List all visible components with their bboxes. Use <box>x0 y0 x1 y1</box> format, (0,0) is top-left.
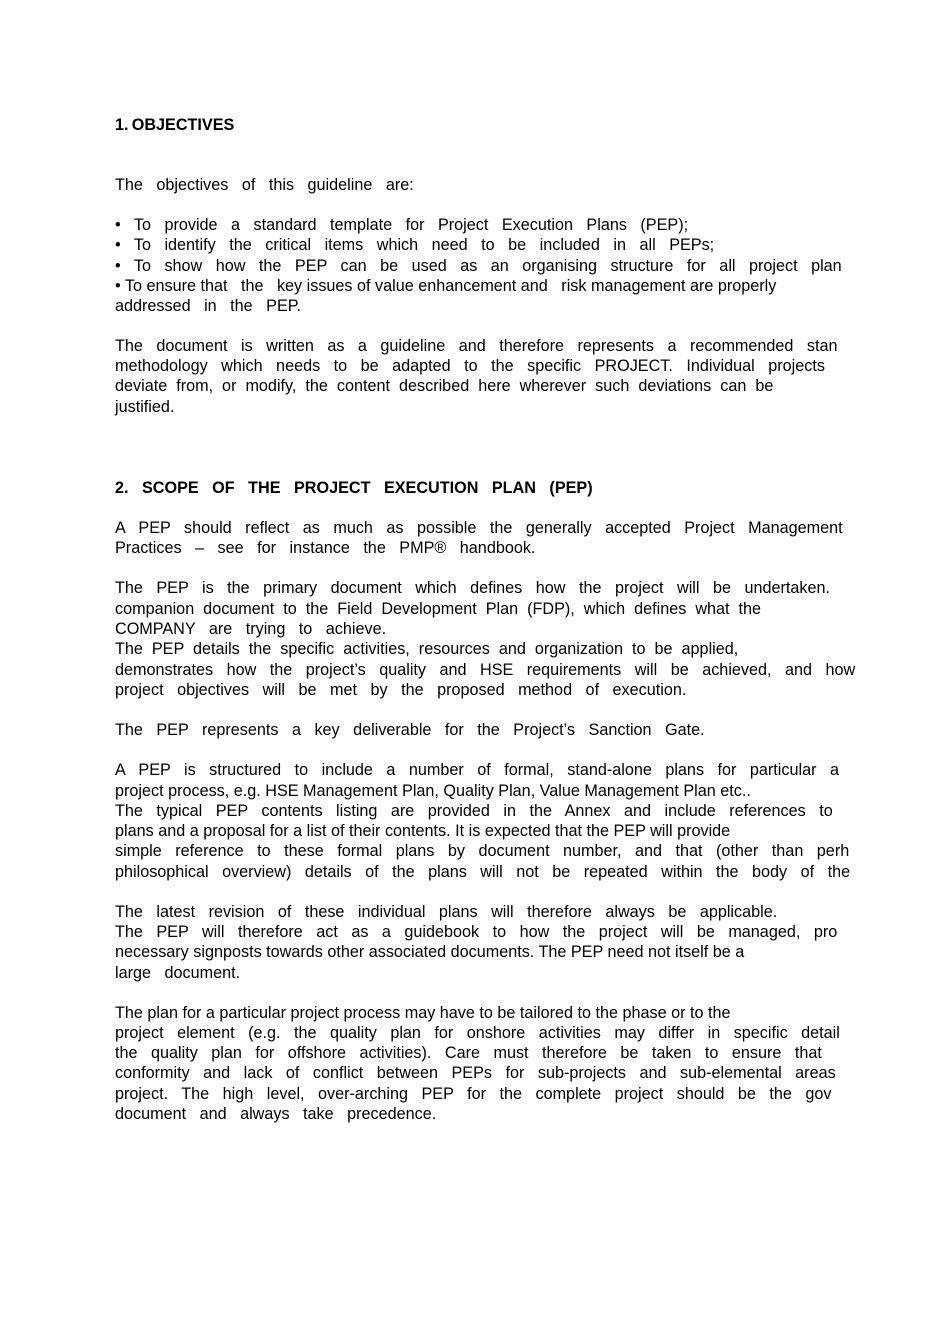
section-heading-scope: 2. SCOPE OF THE PROJECT EXECUTION PLAN (PEP) <box>115 479 593 497</box>
bullet-line: addressed in the PEP. <box>115 297 301 315</box>
paragraph-line: The objectives of this guideline are: <box>115 176 414 194</box>
paragraph-line: A PEP should reflect as much as possible the generally accepted Project Management <box>115 519 843 537</box>
paragraph-line: philosophical overview) details of the plans will not be repeated within the body of the <box>115 863 851 881</box>
bullet-line: • To identify the critical items which need to be included in all PEPs; <box>115 236 715 254</box>
bullet-line: • To ensure that the key issues of value enhancement and risk management are properly <box>115 277 777 295</box>
paragraph-line: necessary signposts towards other associated documents. The PEP need not itself be a <box>115 943 745 961</box>
paragraph-line: demonstrates how the project’s quality and HSE requirements will be achieved, and how <box>115 661 856 679</box>
paragraph-line: The PEP will therefore act as a guidebook to how the project will be managed, pro <box>115 923 838 941</box>
paragraph-line: The plan for a particular project process may have to be tailored to the phase or to the <box>115 1004 731 1022</box>
paragraph-line: COMPANY are trying to achieve. <box>115 620 387 638</box>
paragraph-line: A PEP is structured to include a number of formal, stand-alone plans for particular a <box>115 761 839 779</box>
paragraph-line: conformity and lack of conflict between PEPs for sub-projects and sub-elemental areas <box>115 1064 836 1082</box>
paragraph-line: project process, e.g. HSE Management Plan, Quality Plan, Value Management Plan etc.. <box>115 782 751 800</box>
bullet-line: • To provide a standard template for Project Execution Plans (PEP); <box>115 216 689 234</box>
paragraph-line: The PEP represents a key deliverable for the Project’s Sanction Gate. <box>115 721 705 739</box>
paragraph-line: companion document to the Field Development Plan (FDP), which defines what the <box>115 600 762 618</box>
bullet-line: • To show how the PEP can be used as an organising structure for all project plan <box>115 257 842 275</box>
paragraph-line: Practices – see for instance the PMP® handbook. <box>115 539 536 557</box>
paragraph-line: project element (e.g. the quality plan for onshore activities may differ in specific detail <box>115 1024 840 1042</box>
paragraph-line: project objectives will be met by the proposed method of execution. <box>115 681 687 699</box>
paragraph-line: The latest revision of these individual plans will therefore always be applicable. <box>115 903 778 921</box>
paragraph-line: justified. <box>115 398 175 416</box>
paragraph-line: The typical PEP contents listing are provided in the Annex and include references to <box>115 802 833 820</box>
paragraph-line: methodology which needs to be adapted to the specific PROJECT. Individual projects <box>115 357 825 375</box>
paragraph-line: large document. <box>115 964 241 982</box>
paragraph-line: plans and a proposal for a list of their contents. It is expected that the PEP will provide <box>115 822 731 840</box>
paragraph-line: document and always take precedence. <box>115 1105 437 1123</box>
paragraph-line: deviate from, or modify, the content described here wherever such deviations can be <box>115 377 774 395</box>
paragraph-line: The PEP details the specific activities, resources and organization to be applied, <box>115 640 739 658</box>
paragraph-line: project. The high level, over-arching PEP for the complete project should be the gov <box>115 1085 832 1103</box>
section-heading-objectives: 1. OBJECTIVES <box>115 116 235 134</box>
paragraph-line: simple reference to these formal plans by document number, and that (other than perh <box>115 842 850 860</box>
paragraph-line: the quality plan for offshore activities). Care must therefore be taken to ensure that <box>115 1044 822 1062</box>
paragraph-line: The document is written as a guideline and therefore represents a recommended stan <box>115 337 838 355</box>
paragraph-line: The PEP is the primary document which defines how the project will be undertaken. <box>115 579 830 597</box>
